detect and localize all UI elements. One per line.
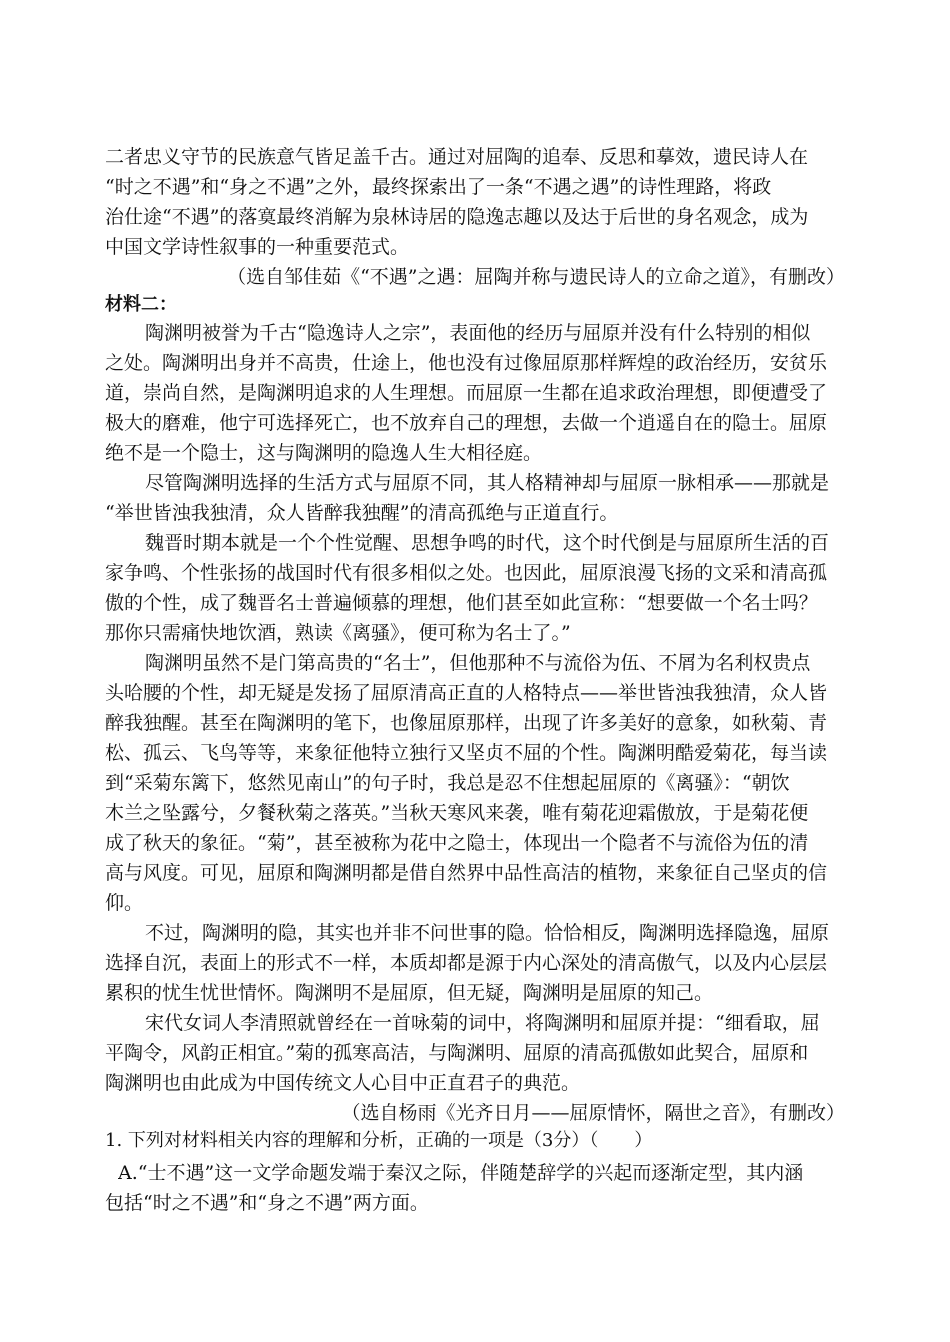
material-two-line: “举世皆浊我独清，众人皆醉我独醒”的清高孤绝与正道直行。: [105, 502, 619, 524]
material-two-line: 选择自沉，表面上的形式不一样，本质却都是源于内心深处的清高傲气，以及内心层层: [105, 952, 828, 974]
material-two-line: 宋代女词人李清照就曾经在一首咏菊的词中，将陶渊明和屈原并提：“细看取，屈: [145, 1012, 820, 1034]
material-two-line: 到“采菊东篱下，悠然见南山”的句子时，我总是忍不住想起屈原的《离骚》：“朝饮: [105, 772, 790, 794]
material-two-line: 之处。陶渊明出身并不高贵，仕途上，他也没有过像屈原那样辉煌的政治经历，安贫乐: [105, 352, 828, 374]
material-two-line: 道，崇尚自然，是陶渊明追求的人生理想。而屈原一生都在追求政治理想，即便遭受了: [105, 382, 828, 404]
material-two-line: 高与风度。可见，屈原和陶渊明都是借自然界中品性高洁的植物，来象征自己坚贞的信: [105, 862, 828, 884]
material-one-line: 二者忠义守节的民族意气皆足盖千古。通过对屈陶的追奉、反思和摹效，遗民诗人在: [105, 146, 809, 168]
material-two-line: 头哈腰的个性，却无疑是发扬了屈原清高正直的人格特点——举世皆浊我独清，众人皆: [105, 682, 828, 704]
question-1-option-a-cont: 包括“时之不遇”和“身之不遇”两方面。: [105, 1192, 429, 1214]
material-two-heading: 材料二：: [105, 294, 177, 315]
material-one-line: 治仕途“不遇”的落寞最终消解为泉林诗居的隐逸志趣以及达于后世的身名观念，成为: [105, 206, 809, 228]
material-two-line: 仰。: [105, 892, 144, 914]
material-two-line: 不过，陶渊明的隐，其实也并非不问世事的隐。恰恰相反，陶渊明选择隐逸，屈原: [145, 922, 830, 944]
material-two-line: 傲的个性，成了魏晋名士普遍倾慕的理想，他们甚至如此宣称：“想要做一个名士吗？: [105, 592, 818, 614]
material-one-source: （选自邹佳茹《“不遇”之遇：屈陶并称与遗民诗人的立命之道》，有删改）: [227, 266, 845, 288]
material-one-line: “时之不遇”和“身之不遇”之外，最终探索出了一条“不遇之遇”的诗性理路，将政: [105, 176, 772, 198]
question-1-option-a: A.“士不遇”这一文学命题发端于秦汉之际，伴随楚辞学的兴起而逐渐定型，其内涵: [118, 1162, 804, 1184]
material-two-source: （选自杨雨《光齐日月——屈原情怀，隔世之音》，有删改）: [341, 1102, 845, 1124]
material-two-line: 魏晋时期本就是一个个性觉醒、思想争鸣的时代，这个时代倒是与屈原所生活的百: [145, 532, 830, 554]
material-two-line: 陶渊明也由此成为中国传统文人心目中正直君子的典范。: [105, 1072, 581, 1094]
material-two-line: 醉我独醒。甚至在陶渊明的笔下，也像屈原那样，出现了许多美好的意象，如秋菊、青: [105, 712, 828, 734]
material-two-line: 家争鸣、个性张扬的战国时代有很多相似之处。也因此，屈原浪漫飞扬的文采和清高孤: [105, 562, 828, 584]
material-two-line: 成了秋天的象征。“菊”，甚至被称为花中之隐士，体现出一个隐者不与流俗为伍的清: [105, 832, 809, 854]
material-two-line: 极大的磨难，他宁可选择死亡，也不放弃自己的理想，去做一个逍遥自在的隐士。屈原: [105, 412, 828, 434]
material-two-line: 平陶令，风韵正相宜。”菊的孤寒高洁，与陶渊明、屈原的清高孤傲如此契合，屈原和: [105, 1042, 809, 1064]
material-two-line: 那你只需痛快地饮酒，熟读《离骚》，便可称为名士了。”: [105, 622, 571, 644]
material-two-line: 累积的忧生忧世情怀。陶渊明不是屈原，但无疑，陶渊明是屈原的知己。: [105, 982, 714, 1004]
material-two-line: 尽管陶渊明选择的生活方式与屈原不同，其人格精神却与屈原一脉相承——那就是: [145, 472, 830, 494]
material-two-line: 绝不是一个隐士，这与陶渊明的隐逸人生大相径庭。: [105, 442, 543, 464]
question-1-stem: 1. 下列对材料相关内容的理解和分析，正确的一项是（3分）（ ）: [105, 1130, 653, 1151]
material-two-line: 木兰之坠露兮，夕餐秋菊之落英。”当秋天寒风来袭，唯有菊花迎霜傲放，于是菊花便: [105, 802, 809, 824]
material-two-line: 松、孤云、飞鸟等等，来象征他特立独行又坚贞不屈的个性。陶渊明酷爱菊花，每当读: [105, 742, 828, 764]
material-two-line: 陶渊明被誉为千古“隐逸诗人之宗”，表面他的经历与屈原并没有什么特别的相似: [145, 322, 811, 344]
material-one-line: 中国文学诗性叙事的一种重要范式。: [105, 236, 410, 258]
material-two-line: 陶渊明虽然不是门第高贵的“名士”，但他那种不与流俗为伍、不屑为名利权贵点: [145, 652, 811, 674]
